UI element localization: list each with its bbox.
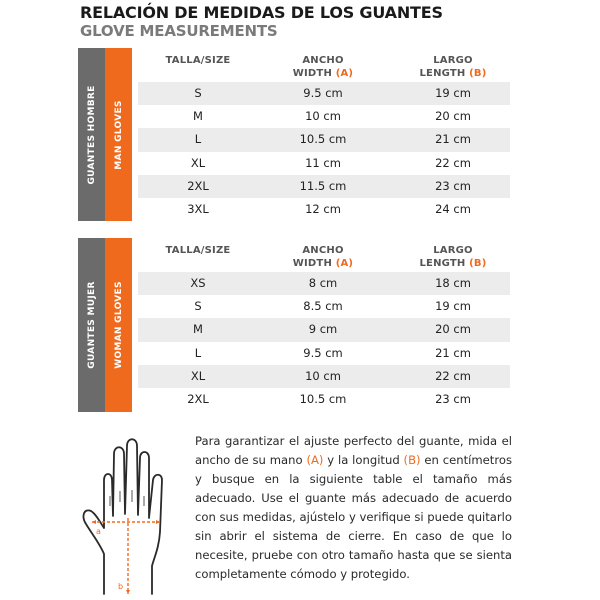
width-cell: 11.5 cm — [299, 178, 347, 193]
men-col-width-es: ANCHO — [302, 55, 344, 66]
instructions-part2: y la longitud — [323, 453, 404, 467]
table-row — [138, 152, 510, 175]
table-row — [138, 342, 510, 365]
instructions-text — [195, 432, 512, 584]
table-row — [138, 198, 510, 221]
size-cell: M — [193, 322, 203, 337]
table-row — [138, 318, 510, 341]
table-row — [138, 82, 510, 105]
size-cell: L — [194, 345, 202, 360]
men-band-en — [105, 48, 132, 221]
size-cell: L — [194, 132, 202, 147]
width-cell: 10.5 cm — [299, 132, 347, 147]
size-cell: 2XL — [187, 391, 209, 406]
women-col-width-es: ANCHO — [302, 245, 344, 256]
length-cell: 20 cm — [435, 109, 471, 124]
women-col-length-tag: (B) — [469, 258, 487, 269]
length-cell: 23 cm — [435, 391, 471, 406]
width-cell: 9 cm — [308, 322, 338, 337]
women-size-table — [78, 238, 510, 412]
width-cell: 9.5 cm — [303, 86, 343, 100]
women-rows — [138, 272, 510, 411]
size-cell: S — [194, 299, 202, 314]
women-band-es — [78, 238, 105, 412]
size-cell: XL — [190, 155, 206, 170]
women-label-en: WOMAN GLOVES — [113, 281, 124, 369]
table-row — [138, 128, 510, 151]
men-rows — [138, 82, 510, 221]
size-cell: XL — [190, 368, 206, 383]
women-col-width-en: WIDTH — [292, 258, 333, 269]
instructions-tag-b: (B) — [403, 453, 421, 467]
women-col-width-tag: (A) — [335, 258, 354, 269]
men-size-table — [78, 48, 510, 221]
men-label-en: MAN GLOVES — [113, 99, 124, 170]
men-col-width-en: WIDTH — [292, 68, 333, 79]
instructions-part3: en centímetros y busque en la siguiente table el tamaño más adecuado. Use el guante más adecuado de acuerdo con sus medidas, ajústelo y verifique si puede quitarlo sin abrir el sistema de cierre. En caso de que lo necesite, pruebe con otro tamaño hasta que se sienta completamente cómodo y protegido. — [195, 453, 513, 581]
men-col-length-es: LARGO — [433, 55, 473, 66]
instructions-tag-a: (A) — [306, 453, 324, 467]
size-cell: XS — [190, 276, 206, 290]
length-cell: 24 cm — [435, 201, 471, 216]
length-cell: 22 cm — [435, 368, 471, 383]
size-cell: 3XL — [187, 201, 209, 216]
width-cell: 12 cm — [305, 201, 341, 216]
size-cell: 2XL — [187, 178, 209, 193]
instructions-part1: Para garantizar el ajuste perfecto del guante, mida el ancho de su mano — [195, 434, 512, 467]
length-cell: 19 cm — [435, 299, 471, 314]
length-cell: 21 cm — [435, 132, 471, 147]
width-cell: 11 cm — [305, 155, 341, 170]
size-cell: S — [194, 86, 202, 100]
table-row — [138, 105, 510, 128]
table-row — [138, 175, 510, 198]
men-band-es — [78, 48, 105, 221]
width-cell: 10 cm — [305, 109, 341, 124]
length-cell: 22 cm — [435, 155, 471, 170]
width-cell: 8.5 cm — [303, 299, 343, 314]
page-subtitle: GLOVE MEASUREMENTS — [80, 22, 278, 40]
table-row — [138, 295, 510, 318]
length-cell: 20 cm — [435, 322, 471, 337]
women-col-size-header: TALLA/SIZE — [165, 245, 231, 256]
length-cell: 19 cm — [435, 86, 471, 100]
table-row — [138, 272, 510, 295]
women-band-en — [105, 238, 132, 412]
women-col-length-es: LARGO — [433, 245, 473, 256]
length-cell: 18 cm — [435, 276, 471, 290]
table-row — [138, 388, 510, 411]
table-row — [138, 365, 510, 388]
width-cell: 10.5 cm — [299, 391, 347, 406]
page-title: RELACIÓN DE MEDIDAS DE LOS GUANTES — [80, 3, 443, 22]
length-cell: 23 cm — [435, 178, 471, 193]
label-b: b — [118, 582, 124, 591]
label-a: a — [96, 527, 101, 536]
hand-glove-icon — [82, 436, 180, 596]
men-col-width-tag: (A) — [335, 68, 354, 79]
width-cell: 9.5 cm — [303, 345, 343, 360]
width-cell: 8 cm — [308, 276, 338, 290]
men-col-length-tag: (B) — [469, 68, 487, 79]
men-col-size-header: TALLA/SIZE — [165, 55, 231, 66]
width-cell: 10 cm — [305, 368, 341, 383]
men-label-es: GUANTES HOMBRE — [86, 84, 97, 185]
men-col-length-en: LENGTH — [419, 68, 466, 79]
size-cell: M — [193, 109, 203, 124]
women-col-length-en: LENGTH — [419, 258, 466, 269]
women-label-es: GUANTES MUJER — [86, 281, 97, 369]
length-cell: 21 cm — [435, 345, 471, 360]
